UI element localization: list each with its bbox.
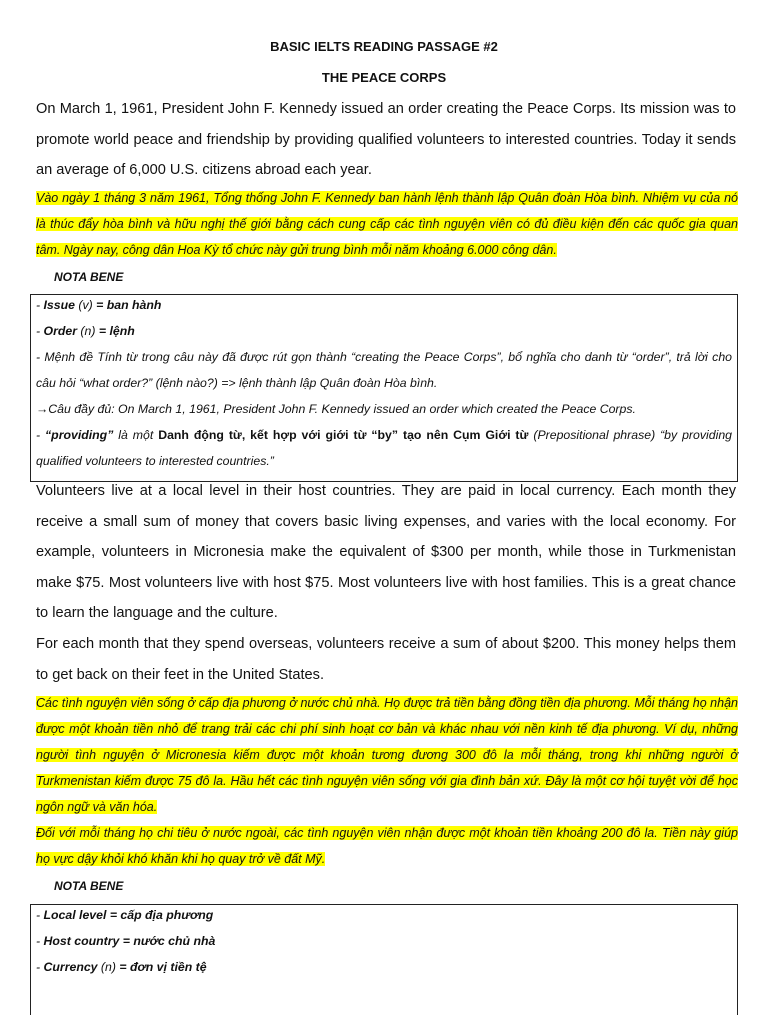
nota-bene-label: NOTA BENE: [54, 879, 124, 893]
document-title: BASIC IELTS READING PASSAGE #2: [270, 39, 498, 54]
nota-bene-label: NOTA BENE: [54, 270, 124, 284]
nota-bene-box-2: [30, 904, 738, 1015]
paragraph-1-english: On March 1, 1961, President John F. Kennedy issued an order creating the Peace Corps. Its mission was to promote world peace and friendship by providing qualified volunteers to interested countries. Today it sends an average of 6,000 U.S. citizens abroad each year.: [36, 101, 736, 179]
note-order: - Order (n) = lệnh: [36, 324, 135, 338]
paragraph-2-vietnamese: [36, 690, 738, 820]
paragraph-1-vietnamese: [36, 185, 738, 263]
note-adjective-clause: - Mệnh đề Tính từ trong câu này đã được rút gọn thành “creating the Peace Corps”, bổ nghĩa cho danh từ “order”, trả lời cho câu hỏi “what order?” (lệnh nào?) => lệnh thành lập Quân đoàn Hòa bình.: [36, 350, 732, 390]
highlighted-translation: Đối với mỗi tháng họ chi tiêu ở nước ngoài, các tình nguyện viên nhận được một khoản tiền khoảng 200 đô la. Tiền này giúp họ vực dậy khỏi khó khăn khi họ quay trở về đất Mỹ.: [36, 826, 738, 866]
document-subtitle: THE PEACE CORPS: [321, 70, 447, 85]
note-currency: - Currency (n) = đơn vị tiền tệ: [36, 960, 207, 974]
paragraph-3-english: For each month that they spend overseas, volunteers receive a sum of about $200. This money helps them to get back on their feet in the United States.: [36, 636, 736, 683]
highlighted-translation: Các tình nguyện viên sống ở cấp địa phương ở nước chủ nhà. Họ được trả tiền bằng đồng tiền địa phương. Mỗi tháng họ nhận được một khoản tiền nhỏ để trang trải các chi phí sinh hoạt cơ bản và khác nhau với nền kinh tế địa phương. Ví dụ, những người tình nguyện ở Micronesia kiếm được một khoản tương đương 300 đô la mỗi tháng, trong khi những người ở Turkmenistan kiếm được 75 đô la. Hầu hết các tình nguyện viên sống với gia đình bản xứ. Đây là một cơ hội tuyệt vời để học ngôn ngữ và văn hóa.: [36, 696, 738, 814]
note-host-country: - Host country = nước chủ nhà: [36, 934, 216, 948]
note-issue: - Issue (v) = ban hành: [36, 298, 162, 312]
arrow-right-icon: →: [36, 402, 49, 416]
note-full-sentence: →Câu đầy đủ: On March 1, 1961, President John F. Kennedy issued an order which created the Peace Corps.: [36, 402, 636, 416]
note-local-level: - Local level = cấp địa phương: [36, 908, 214, 922]
nota-bene-box-1: [30, 294, 738, 482]
paragraph-2-english: Volunteers live at a local level in their host countries. They are paid in local currency. Each month they receive a small sum of money that covers basic living expenses, and varies with the local economy. For example, volunteers in Micronesia make the equivalent of $300 per month, while those in Turkmenistan make $75. Most volunteers live with host $75. Most volunteers live with host families. This is a great chance to learn the language and the culture.: [36, 483, 736, 622]
paragraph-3-vietnamese: [36, 820, 738, 872]
note-gerund: - “providing” là một Danh động từ, kết hợp với giới từ “by” tạo nên Cụm Giới từ (Prepositional phrase) “by providing qualified volunteers to interested countries.”: [36, 428, 732, 468]
highlighted-translation: Vào ngày 1 tháng 3 năm 1961, Tổng thống John F. Kennedy ban hành lệnh thành lập Quân đoàn Hòa bình. Nhiệm vụ của nó là thúc đẩy hòa bình và hữu nghị thế giới bằng cách cung cấp các tình nguyện viên có đủ điều kiện đến các quốc gia quan tâm. Ngày nay, công dân Hoa Kỳ tổ chức này gửi trung bình mỗi năm khoảng 6.000 công dân.: [36, 191, 738, 257]
